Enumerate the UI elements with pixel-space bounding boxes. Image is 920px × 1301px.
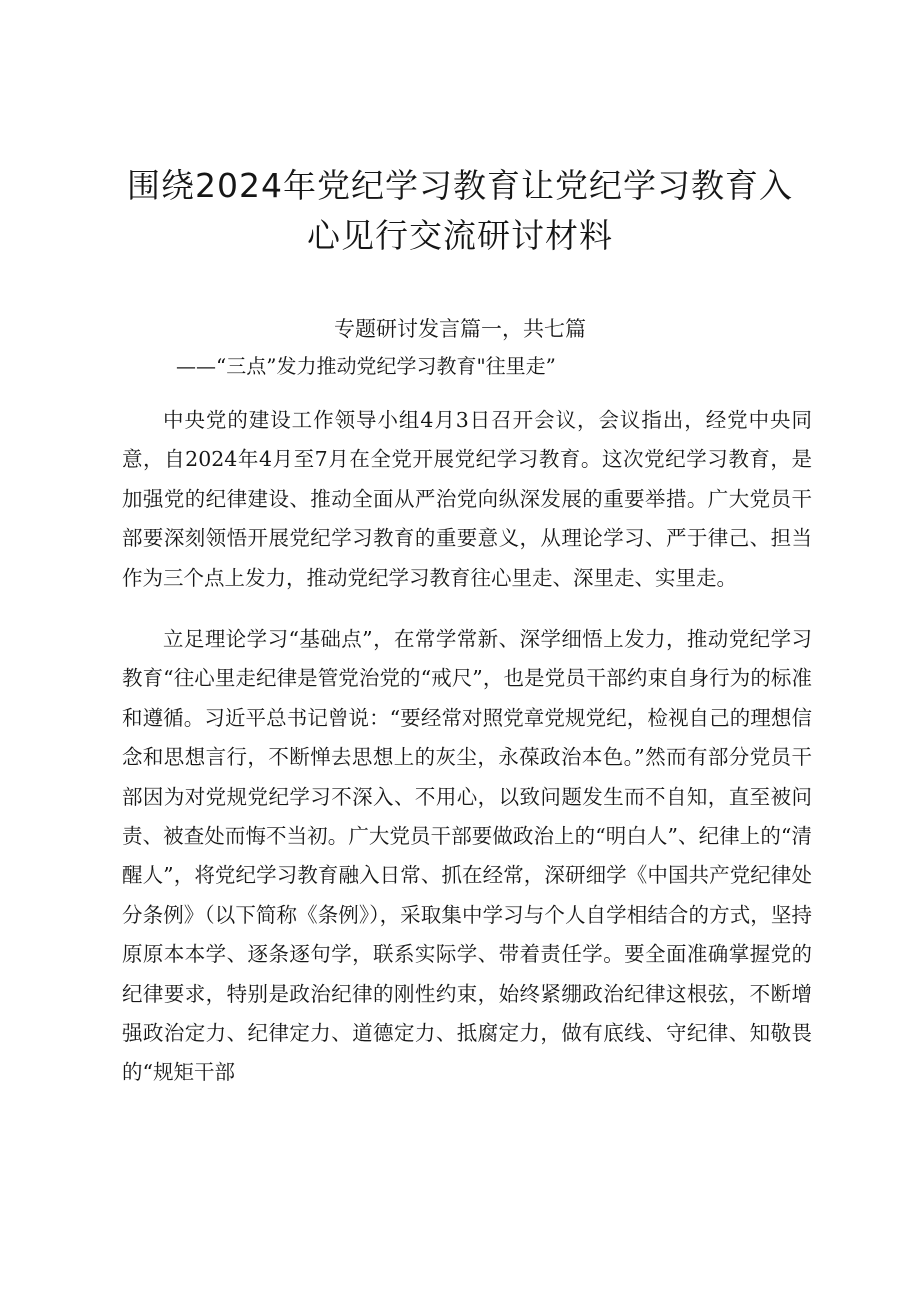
body-paragraph-2-block xyxy=(122,620,812,1093)
document-title-line-1: 围绕2024年党纪学习教育让党纪学习教育入 xyxy=(127,166,793,205)
body-paragraph-2: 立足理论学习“基础点”，在常学常新、深学细悟上发力，推动党纪学习教育“往心里走纪律是管党治党的“戒尺”，也是党员干部约束自身行为的标准和遵循。习近平总书记曾说：“要经常对照党章党规党纪，检视自己的理想信念和思想言行，不断惮去思想上的灰尘，永葆政治本色。”然而有部分党员干部因为对党规党纪学习不深入、不用心，以致问题发生而不自知，直至被问责、被查处而悔不当初。广大党员干部要做政治上的“明白人”、纪律上的“清醒人”，将党纪学习教育融入日常、抓在经常，深研细学《中国共产党纪律处分条例》（以下简称《条例》），采取集中学习与个人自学相结合的方式，坚持原原本本学、逐条逐句学，联系实际学、带着责任学。要全面准确掌握党的纪律要求，特别是政治纪律的刚性约束，始终紧绷政治纪律这根弦，不断增强政治定力、纪律定力、道德定力、抵腐定力，做有底线、守纪律、知敬畏的“规矩干部 xyxy=(122,627,812,1085)
document-title-line-2: 心见行交流研讨材料 xyxy=(307,216,613,255)
document-subtitle: 专题研讨发言篇一，共七篇 xyxy=(334,317,586,341)
body-paragraph-1: 中央党的建设工作领导小组4月3日召开会议，会议指出，经党中央同意，自2024年4月至7月在全党开展党纪学习教育。这次党纪学习教育，是加强党的纪律建设、推动全面从严治党向纵深发展的重要举措。广大党员干部要深刻领悟开展党纪学习教育的重要意义，从理论学习、严于律己、担当作为三个点上发力，推动党纪学习教育往心里走、深里走、实里走。 xyxy=(122,408,812,590)
body-paragraph-1-block xyxy=(122,401,812,598)
document-sub-heading: ——“三点”发力推动党纪学习教育"往里走” xyxy=(176,354,556,378)
